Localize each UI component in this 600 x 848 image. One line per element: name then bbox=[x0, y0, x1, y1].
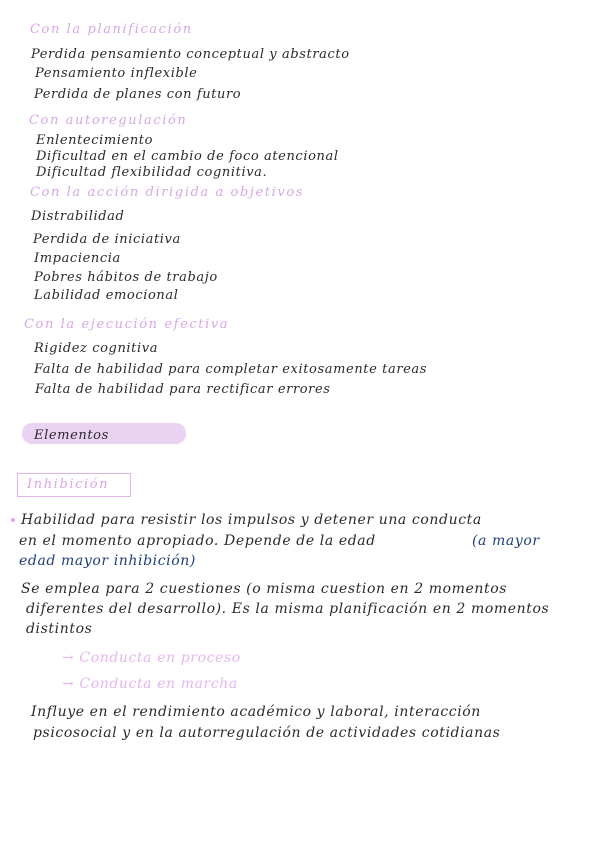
bullet-dot bbox=[11, 518, 15, 522]
section-heading-ejecucion: Con la ejecución efectiva bbox=[24, 317, 230, 332]
definition-line: Habilidad para resistir los impulsos y detener una conducta bbox=[21, 512, 482, 528]
list-item: Pobres hábitos de trabajo bbox=[34, 270, 218, 285]
list-item: Falta de habilidad para completar exitosamente tareas bbox=[34, 362, 428, 377]
influye-line: psicosocial y en la autorregulación de actividades cotidianas bbox=[33, 725, 501, 741]
influye-line: Influye en el rendimiento académico y laboral, interacción bbox=[31, 704, 481, 720]
age-note-continued: edad mayor inhibición) bbox=[19, 553, 196, 569]
list-item: Rigidez cognitiva bbox=[34, 341, 159, 356]
section-heading-autorregulacion: Con autoregulación bbox=[29, 113, 188, 128]
list-item: Dificultad flexibilidad cognitiva. bbox=[36, 165, 268, 180]
list-item: Enlentecimiento bbox=[36, 133, 154, 148]
definition-line: en el momento apropiado. Depende de la edad bbox=[19, 533, 376, 549]
list-item: Perdida pensamiento conceptual y abstracto bbox=[31, 47, 350, 62]
list-item: Impaciencia bbox=[34, 251, 121, 266]
list-item: Distrabilidad bbox=[31, 209, 125, 224]
age-note: (a mayor bbox=[472, 533, 540, 549]
cuestiones-line: Se emplea para 2 cuestiones (o misma cuestion en 2 momentos bbox=[21, 581, 508, 597]
list-item: Pensamiento inflexible bbox=[35, 66, 198, 81]
list-item: Perdida de iniciativa bbox=[33, 232, 181, 247]
elementos-label: Elementos bbox=[34, 428, 109, 443]
list-item: Falta de habilidad para rectificar errores bbox=[35, 382, 331, 397]
cuestiones-line: distintos bbox=[26, 621, 93, 637]
arrow-item-conducta-proceso: → Conducta en proceso bbox=[62, 650, 241, 666]
cuestiones-line: diferentes del desarrollo). Es la misma planificación en 2 momentos bbox=[26, 601, 550, 617]
list-item: Dificultad en el cambio de foco atencional bbox=[36, 149, 339, 164]
section-heading-planificacion: Con la planificación bbox=[30, 22, 193, 37]
arrow-item-conducta-marcha: → Conducta en marcha bbox=[62, 676, 238, 692]
section-heading-accion-dirigida: Con la acción dirigida a objetivos bbox=[30, 185, 305, 200]
list-item: Labilidad emocional bbox=[34, 288, 179, 303]
inhibicion-title: Inhibición bbox=[27, 477, 110, 492]
list-item: Perdida de planes con futuro bbox=[34, 87, 242, 102]
